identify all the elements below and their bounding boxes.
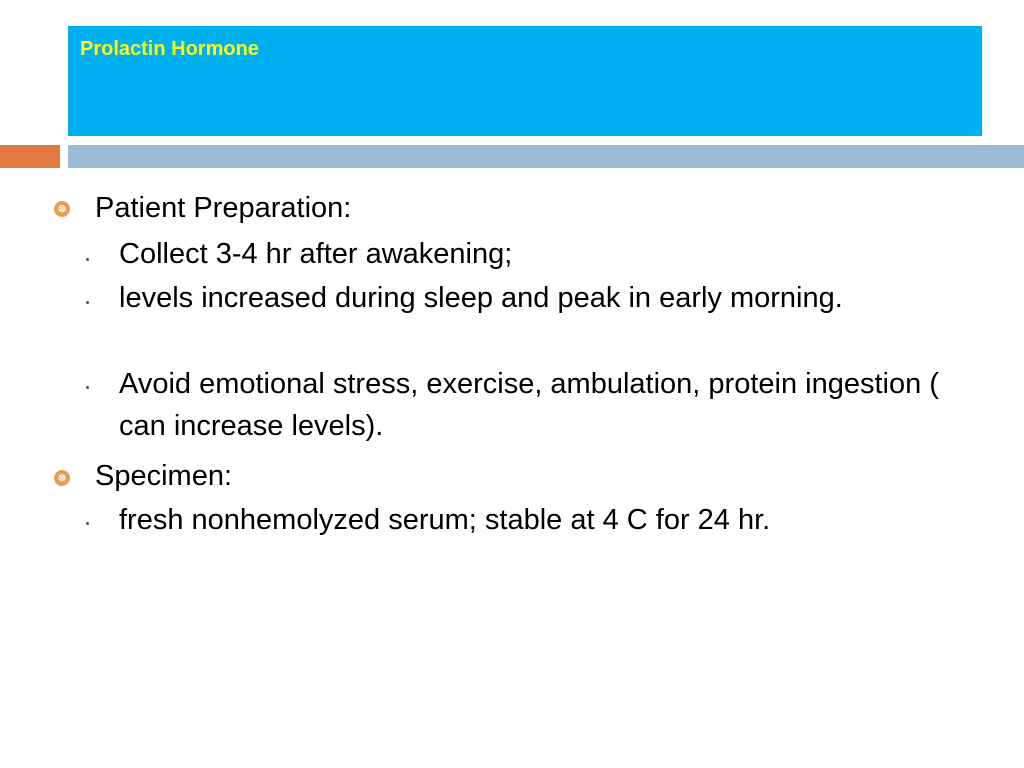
sub-bullet-avoid: Avoid emotional stress, exercise, ambulation, protein ingestion ( can increase levels).: [119, 368, 939, 442]
sub-bullet-dot-icon: [86, 522, 89, 525]
circled-ten-icon: ⑩: [54, 470, 70, 486]
sub-bullet-dot-icon: [86, 301, 89, 304]
sub-bullet-levels: levels increased during sleep and peak in early morning.: [119, 282, 843, 314]
sub-bullet-dot-icon: [86, 386, 89, 389]
sub-bullet-serum: fresh nonhemolyzed serum; stable at 4 C for 24 hr.: [119, 504, 771, 536]
slide-title: Prolactin Hormone: [80, 38, 259, 60]
bullet-heading-patient-preparation: Patient Preparation:: [95, 192, 352, 224]
bullet-heading-specimen: Specimen:: [95, 460, 233, 492]
circled-ten-icon: ⑩: [54, 201, 70, 217]
sub-bullet-collect: Collect 3-4 hr after awakening;: [119, 238, 513, 270]
sub-bullet-dot-icon: [86, 258, 89, 261]
